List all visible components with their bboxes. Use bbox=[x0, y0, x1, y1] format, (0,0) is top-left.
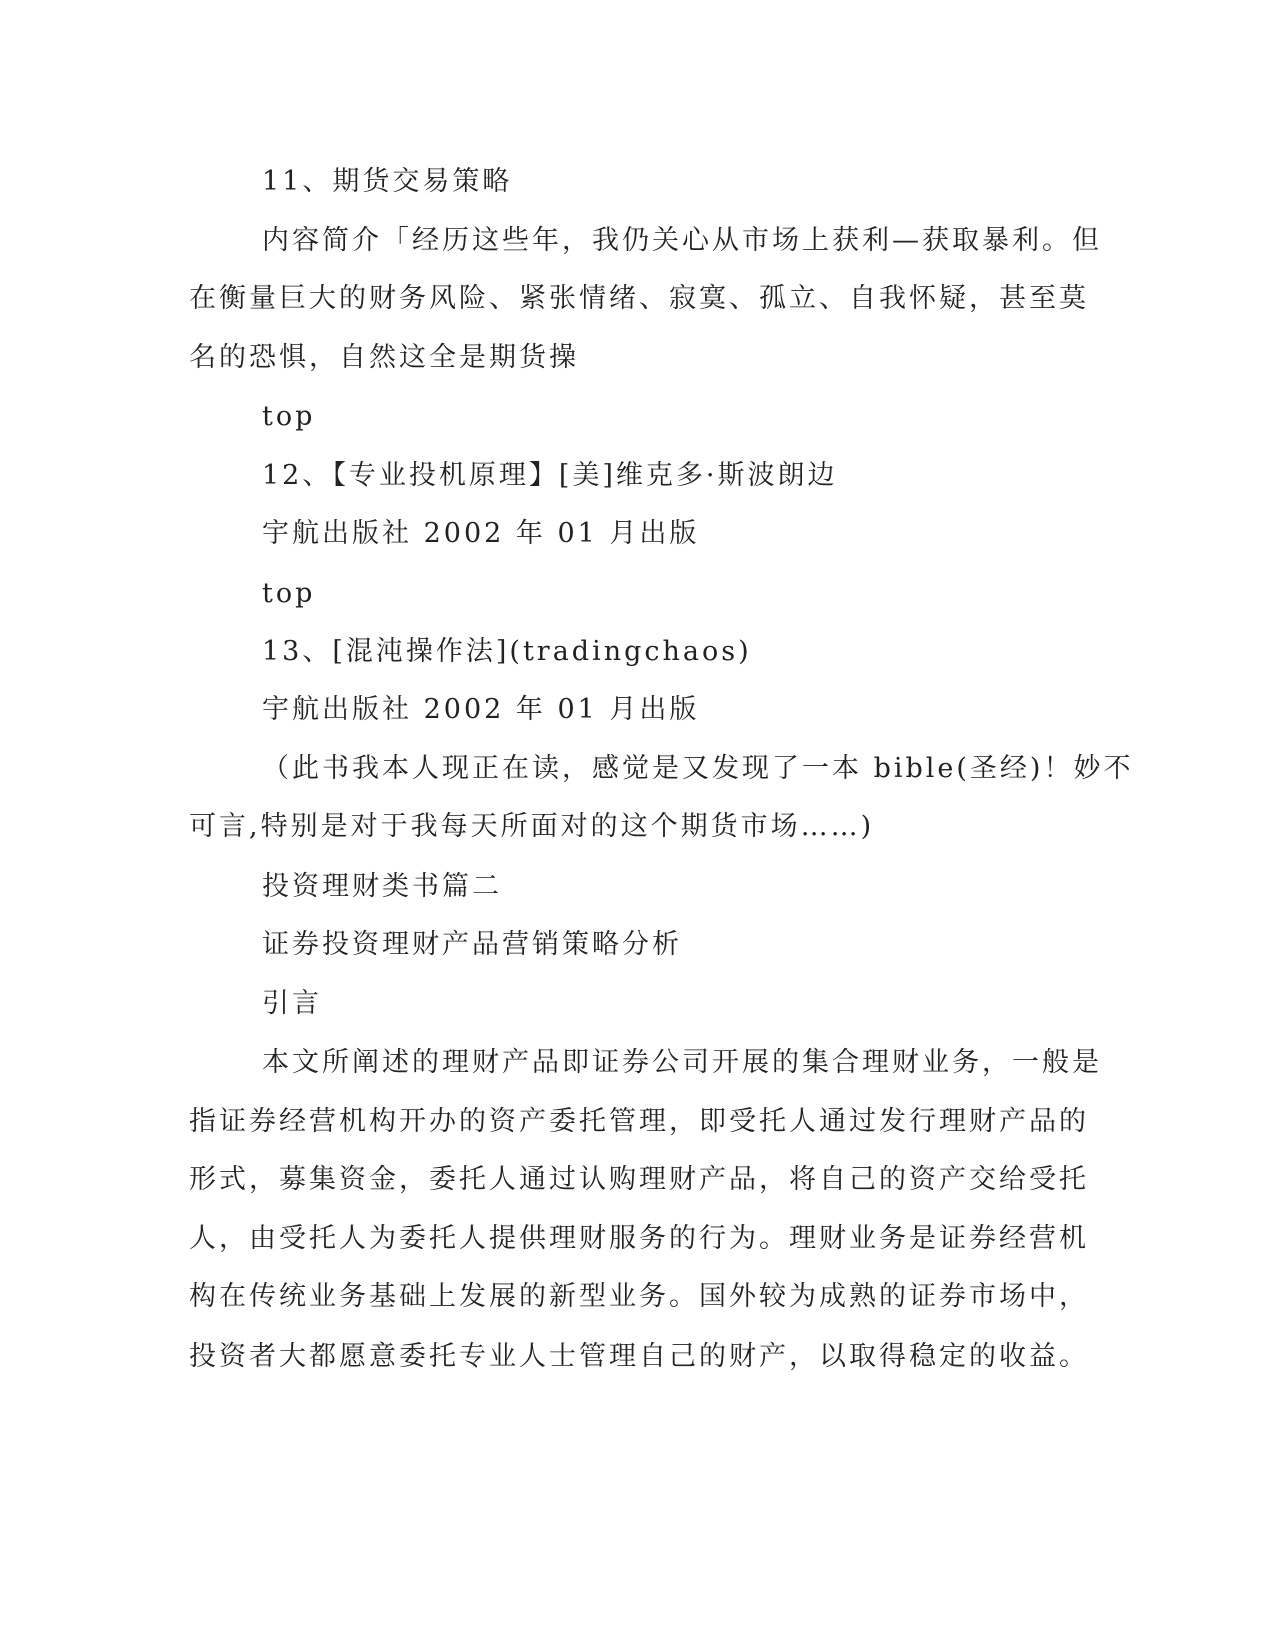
paragraph-line: 可言,特别是对于我每天所面对的这个期货市场……) bbox=[189, 811, 875, 842]
paragraph-line: 投资者大都愿意委托专业人士管理自己的财产，以取得稳定的收益。 bbox=[189, 1341, 1089, 1372]
section-heading-11: 11、期货交易策略 bbox=[262, 166, 513, 197]
paragraph-line: 本文所阐述的理财产品即证券公司开展的集合理财业务，一般是 bbox=[262, 1047, 1102, 1078]
paragraph-line: 构在传统业务基础上发展的新型业务。国外较为成熟的证券市场中， bbox=[189, 1281, 1089, 1312]
section-heading-intro: 引言 bbox=[262, 988, 322, 1019]
paragraph-line: 人，由受托人为委托人提供理财服务的行为。理财业务是证券经营机 bbox=[189, 1223, 1089, 1254]
section-heading-13: 13、[混沌操作法](tradingchaos) bbox=[262, 636, 752, 667]
publisher-line: 宇航出版社 2002 年 01 月出版 bbox=[262, 694, 700, 725]
paragraph-line: 在衡量巨大的财务风险、紧张情绪、寂寞、孤立、自我怀疑，甚至莫 bbox=[189, 283, 1089, 314]
publisher-line: 宇航出版社 2002 年 01 月出版 bbox=[262, 518, 700, 549]
top-link[interactable]: top bbox=[262, 578, 316, 609]
paragraph-line: 名的恐惧，自然这全是期货操 bbox=[189, 342, 579, 373]
chapter-title: 投资理财类书篇二 bbox=[262, 871, 502, 902]
paragraph-line: 指证券经营机构开办的资产委托管理，即受托人通过发行理财产品的 bbox=[189, 1106, 1089, 1137]
section-heading-12: 12、【专业投机原理】[美]维克多·斯波朗边 bbox=[262, 460, 838, 491]
top-link[interactable]: top bbox=[262, 401, 316, 432]
article-title: 证券投资理财产品营销策略分析 bbox=[262, 929, 682, 960]
paragraph-line: 形式，募集资金，委托人通过认购理财产品，将自己的资产交给受托 bbox=[189, 1164, 1089, 1195]
paragraph-line: （此书我本人现正在读，感觉是又发现了一本 bible(圣经)！妙不 bbox=[262, 753, 1134, 784]
paragraph-line: 内容简介「经历这些年，我仍关心从市场上获利—获取暴利。但 bbox=[262, 225, 1102, 256]
